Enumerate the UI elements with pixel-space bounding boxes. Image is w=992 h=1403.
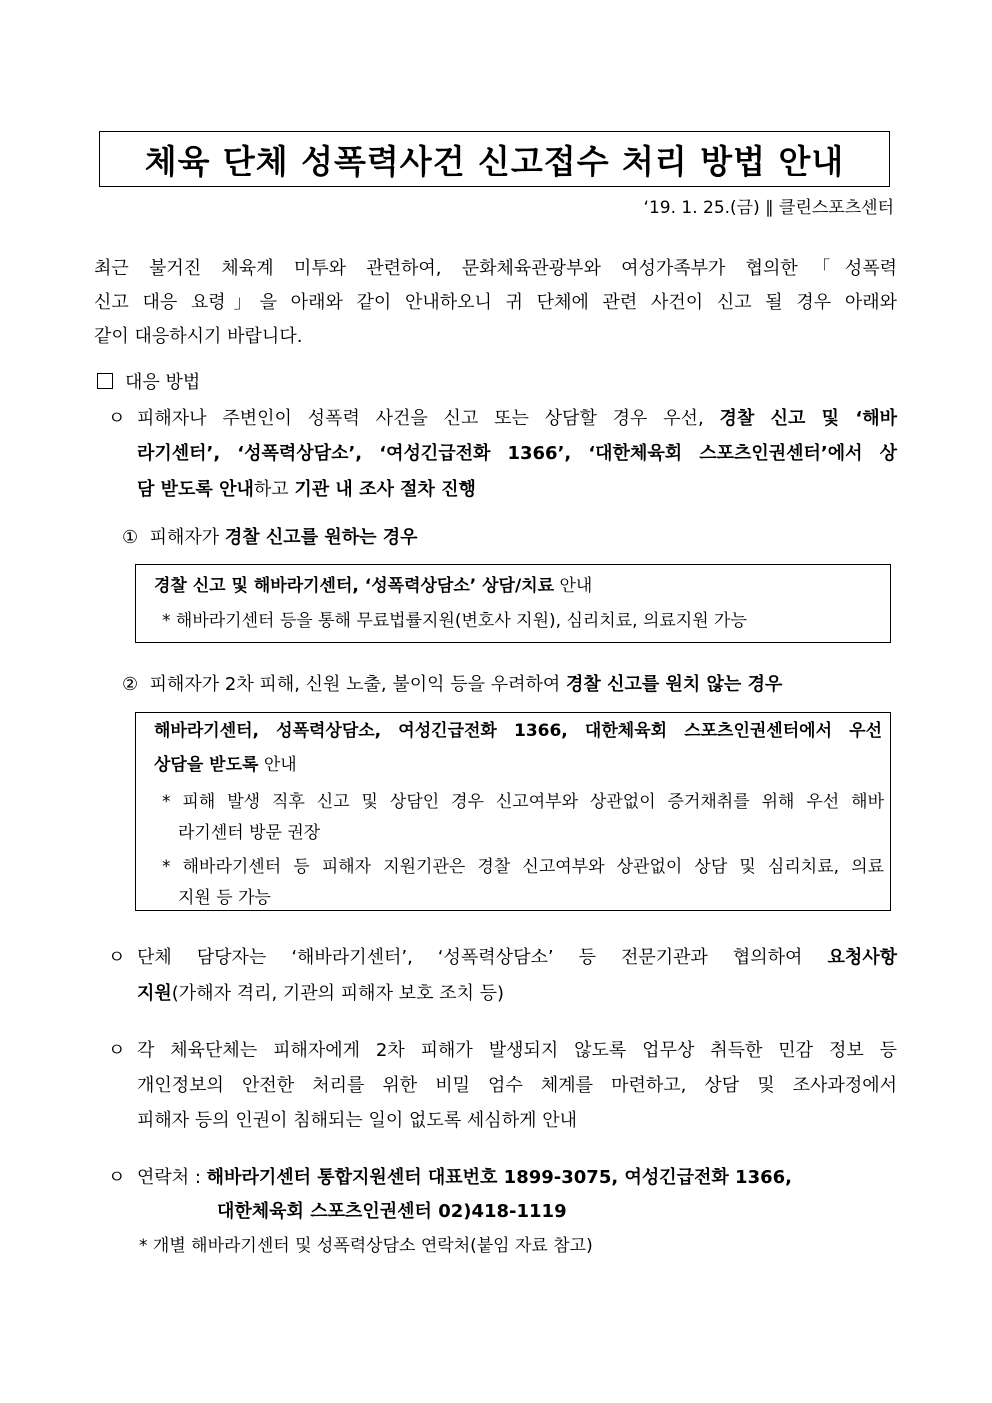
case2-note1-line-2: 라기센터 방문 권장	[178, 823, 321, 843]
case1-heading-bold: 경찰 신고를 원하는 경우	[224, 527, 418, 548]
case1-heading-text: 피해자가	[149, 527, 225, 548]
document-title-box	[99, 131, 890, 187]
item1-line-3-bold-c: 기관 내 조사 절차 진행	[294, 479, 476, 500]
item2-line-2	[137, 976, 504, 1012]
section-heading	[97, 365, 200, 401]
contact-bullet: ㅇ	[108, 1167, 126, 1188]
item1-line-1-text: 피해자나 주변인이 성폭력 사건을 신고 또는 상담할 경우 우선,	[137, 408, 720, 429]
case1-number: ①	[122, 527, 139, 548]
case1-heading	[122, 520, 418, 556]
case2-note2-line-2: 지원 등 가능	[178, 888, 271, 908]
item1-line-3	[137, 472, 476, 508]
contact-line-1-bold: 해바라기센터 통합지원센터 대표번호 1899-3075, 여성긴급전화 1366,	[206, 1167, 792, 1188]
contact-line-2: 대한체육회 스포츠인권센터 02)418-1119	[217, 1201, 567, 1222]
contact-label: 연락처 :	[137, 1167, 207, 1188]
item2-bullet: ㅇ	[108, 947, 126, 968]
case1-box-text: 안내	[554, 576, 593, 596]
item3-line-2: 개인정보의 안전한 처리를 위한 비밀 엄수 체계를 마련하고, 상담 및 조사과정에서	[137, 1075, 897, 1096]
intro-line-3: 같이 대응하시기 바랍니다.	[94, 326, 303, 347]
item1-bullet: ㅇ	[108, 408, 126, 429]
case1-note: * 해바라기센터 등을 통해 무료법률지원(변호사 지원), 심리치료, 의료지원 가능	[162, 611, 747, 631]
item1-line-1	[137, 401, 897, 437]
item1-line-3-text: 하고	[253, 479, 295, 500]
intro-line-1: 최근 불거진 체육계 미투와 관련하여, 문화체육관광부와 여성가족부가 협의한「성폭력	[94, 258, 897, 279]
case2-box-line-2-bold: 상담을 받도록	[154, 755, 259, 775]
case2-heading-bold: 경찰 신고를 원치 않는 경우	[566, 674, 783, 695]
intro-line-2: 신고 대응 요령」을 아래와 같이 안내하오니 귀 단체에 관련 사건이 신고 될 경우 아래와	[94, 292, 897, 313]
document-title: 체육 단체 성폭력사건 신고접수 처리 방법 안내	[144, 141, 845, 181]
dateline: ‘19. 1. 25.(금) ∥ 클린스포츠센터	[643, 198, 894, 218]
case1-box	[135, 564, 891, 643]
case2-box-line-2	[154, 749, 297, 781]
contact-note: * 개별 해바라기센터 및 성폭력상담소 연락처(붙임 자료 참고)	[139, 1236, 593, 1256]
case2-box-line-1: 해바라기센터, 성폭력상담소, 여성긴급전화 1366, 대한체육회 스포츠인권센터에서 우선	[154, 721, 882, 741]
case1-box-bold: 경찰 신고 및 해바라기센터, ‘성폭력상담소’ 상담/치료	[154, 576, 555, 596]
checkbox-square-icon	[97, 373, 113, 389]
item1-line-1-bold: 경찰 신고 및 ‘해바	[719, 408, 898, 429]
item3-line-3: 피해자 등의 인권이 침해되는 일이 없도록 세심하게 안내	[137, 1110, 577, 1131]
case2-box	[135, 712, 891, 911]
case1-box-line	[154, 570, 592, 602]
case2-note1-line-1: * 피해 발생 직후 신고 및 상담인 경우 신고여부와 상관없이 증거채취를 위해 우선 해바	[162, 792, 884, 812]
case2-heading-text: 피해자가 2차 피해, 신원 노출, 불이익 등을 우려하여	[149, 674, 567, 695]
case2-heading	[122, 667, 782, 703]
item1-line-2: 라기센터’, ‘성폭력상담소’, ‘여성긴급전화 1366’, ‘대한체육회 스포츠인권센터’에서 상	[137, 443, 897, 464]
contact-line-1	[137, 1160, 792, 1196]
item2-line-2-text: (가해자 격리, 기관의 피해자 보호 조치 등)	[171, 983, 505, 1004]
case2-note2-line-1: * 해바라기센터 등 피해자 지원기관은 경찰 신고여부와 상관없이 상담 및 심리치료, 의료	[162, 857, 884, 877]
case2-number: ②	[122, 674, 139, 695]
item3-line-1: 각 체육단체는 피해자에게 2차 피해가 발생되지 않도록 업무상 취득한 민감 정보 등	[137, 1040, 897, 1061]
item2-line-1-text: 단체 담당자는 ‘해바라기센터’, ‘성폭력상담소’ 등 전문기관과 협의하여	[137, 947, 828, 968]
case2-box-line-2-text: 안내	[258, 755, 297, 775]
item3-bullet: ㅇ	[108, 1040, 126, 1061]
item2-line-1-bold: 요청사항	[827, 947, 897, 968]
item2-line-1	[137, 940, 897, 976]
item1-line-3-bold-a: 담 받도록 안내	[137, 479, 254, 500]
item2-line-2-bold: 지원	[137, 983, 172, 1004]
section-heading-text: 대응 방법	[125, 372, 201, 393]
